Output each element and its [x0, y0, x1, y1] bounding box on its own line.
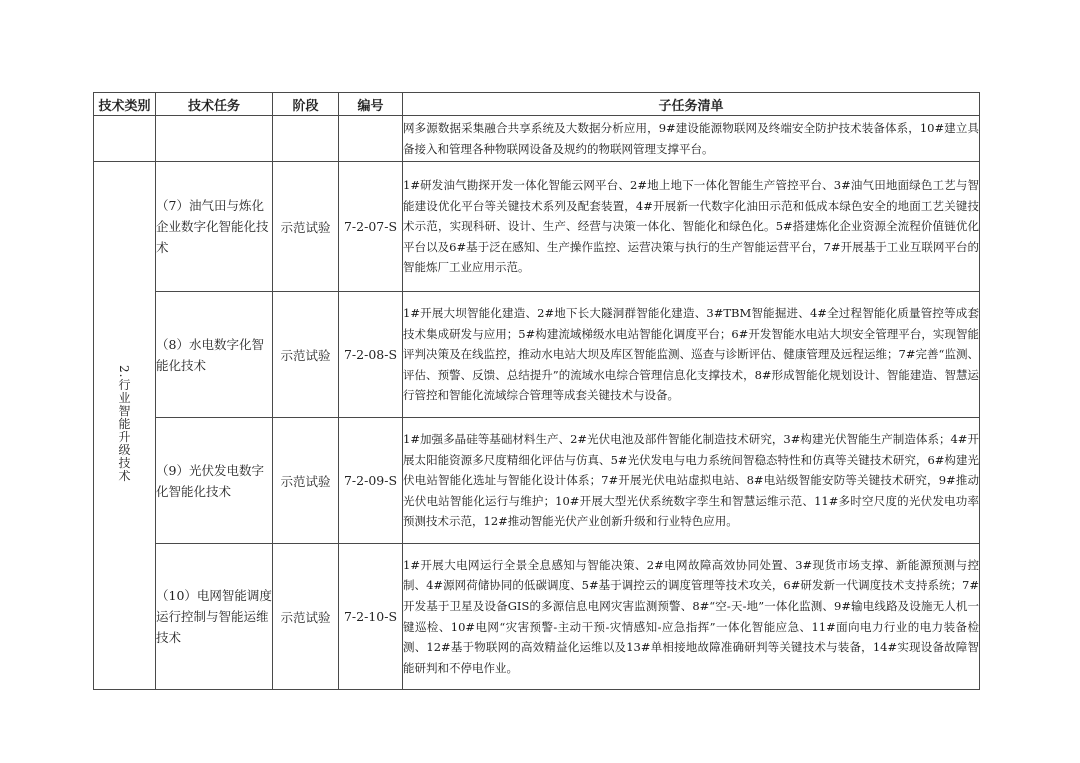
header-category: 技术类别: [94, 93, 156, 116]
subtask-list: 1#开展大电网运行全景全息感知与智能决策、2#电网故障高效协同处置、3#现货市场支撑、新能源预测与控制、4#源网荷储协同的低碳调度、5#基于调控云的调度管理等技术攻关，6#研发新一代调度技术支持系统；7#开发基于卫星及设备GIS的多源信息电网灾害监测预警、8#“空-天-地”一体化监测、9#输电线路及设施无人机一键巡检、10#电网“灾害预警-主动干预-灾情感知-应急指挥”一体化智能应急、11#面向电力行业的电力装备检测、12#基于物联网的高效精益化运维以及13#单相接地故障准确研判等关键技术与装备，14#实现设备故障智能研判和不停电作业。: [403, 544, 980, 690]
header-code: 编号: [339, 93, 403, 116]
subtask-list: 1#加强多晶硅等基础材料生产、2#光伏电池及部件智能化制造技术研究，3#构建光伏智能生产制造体系；4#开展太阳能资源多尺度精细化评估与仿真、5#光伏发电与电力系统间智稳态特性和仿真等关键技术研究，6#构建光伏电站智能化选址与智能化设计体系；7#开展光伏电站虚拟电站、8#电站级智能安防等关键技术研究，9#推动光伏电站智能化运行与维护；10#开展大型光伏系统数字孪生和智慧运维示范、11#多时空尺度的光伏发电功率预测技术示范，12#推动智能光伏产业创新升级和行业特色应用。: [403, 418, 980, 544]
task-cell-empty: [156, 116, 273, 162]
task-code: 7-2-09-S: [339, 418, 403, 544]
stage-value: 示范试验: [273, 544, 339, 690]
stage-value: 示范试验: [273, 162, 339, 292]
subtask-list: 1#研发油气勘探开发一体化智能云网平台、2#地上地下一体化智能生产管控平台、3#油气田地面绿色工艺与智能建设优化平台等关键技术系列及配套装置，4#开展新一代数字化油田示范和低成本绿色安全的地面工艺关键技术示范，实现科研、设计、生产、经营与决策一体化、智能化和绿色化。5#搭建炼化企业资源全流程价值链优化平台以及6#基于泛在感知、生产操作监控、运营决策与执行的生产智能运营平台，7#开展基于工业互联网平台的智能炼厂工业应用示范。: [403, 162, 980, 292]
table-row: [94, 162, 980, 292]
stage-value: 示范试验: [273, 292, 339, 418]
task-name: （7）油气田与炼化企业数字化智能化技术: [156, 162, 273, 292]
code-cell-empty: [339, 116, 403, 162]
stage-value: 示范试验: [273, 418, 339, 544]
task-name: （10）电网智能调度运行控制与智能运维技术: [156, 544, 273, 690]
task-code: 7-2-10-S: [339, 544, 403, 690]
task-code: 7-2-07-S: [339, 162, 403, 292]
table-row: [94, 418, 980, 544]
category-cell-empty: [94, 116, 156, 162]
category-cell: [94, 162, 156, 690]
subtask-list: 1#开展大坝智能化建造、2#地下长大隧洞群智能化建造、3#TBM智能掘进、4#全过程智能化质量管控等成套技术集成研发与应用；5#构建流域梯级水电站智能化调度平台；6#开发智能水电站大坝安全管理平台，实现智能评判决策及在线监控，推动水电站大坝及库区智能监测、巡查与诊断评估、健康管理及远程运维；7#完善“监测、评估、预警、反馈、总结提升”的流域水电综合管理信息化支撑技术，8#形成智能化规划设计、智能建造、智慧运行管控和智能化流域综合管理等成套关键技术与设备。: [403, 292, 980, 418]
category-label: 2.行业智能升级技术: [117, 364, 131, 483]
header-task: 技术任务: [156, 93, 273, 116]
header-stage: 阶段: [273, 93, 339, 116]
subtask-continuation-text: 网多源数据采集融合共享系统及大数据分析应用，9#建设能源物联网及终端安全防护技术装备体系，10#建立具备接入和管理各种物联网设备及规约的物联网管理支撑平台。: [403, 116, 980, 162]
task-name: （8）水电数字化智能化技术: [156, 292, 273, 418]
task-name: （9）光伏发电数字化智能化技术: [156, 418, 273, 544]
table-header-row: [94, 93, 980, 116]
tech-task-table: [93, 92, 980, 690]
header-subtasks: 子任务清单: [403, 93, 980, 116]
table-row: [94, 544, 980, 690]
table-row-continuation: [94, 116, 980, 162]
table-row: [94, 292, 980, 418]
task-code: 7-2-08-S: [339, 292, 403, 418]
stage-cell-empty: [273, 116, 339, 162]
